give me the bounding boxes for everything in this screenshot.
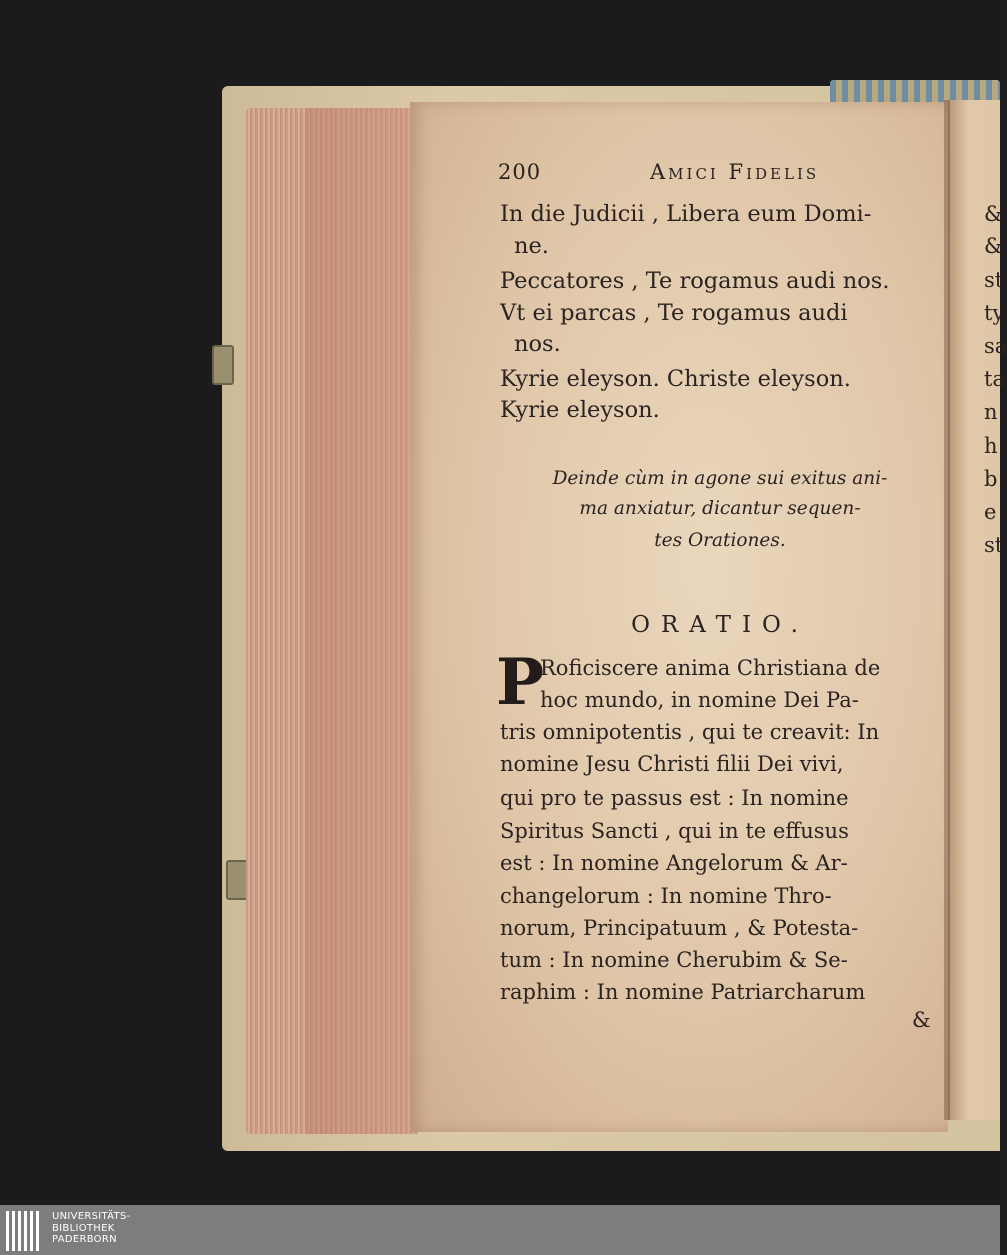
page-header bbox=[498, 160, 948, 194]
prayer-line: qui pro te passus est : In nomine bbox=[500, 786, 849, 810]
library-name bbox=[52, 1211, 131, 1246]
library-footer bbox=[0, 1205, 1000, 1255]
clasp-top bbox=[212, 345, 234, 385]
rubric-line: Deinde cùm in agone sui exitus ani- bbox=[552, 468, 888, 489]
prayer-line: Spiritus Sancti , qui in te effusus bbox=[500, 819, 849, 843]
running-head: Amici Fidelis bbox=[650, 160, 820, 184]
litany-line: Vt ei parcas , Te rogamus audi bbox=[500, 300, 848, 326]
facing-fragment: st bbox=[984, 268, 1004, 292]
facing-fragment: ta bbox=[984, 367, 1005, 391]
facing-fragment: ty bbox=[984, 301, 1005, 325]
facing-fragment: n bbox=[984, 400, 998, 424]
prayer-line: nomine Jesu Christi filii Dei vivi, bbox=[500, 752, 844, 776]
litany-line: Kyrie eleyson. bbox=[500, 397, 660, 423]
facing-fragment: e bbox=[984, 500, 997, 524]
facing-fragment: & bbox=[984, 234, 1003, 258]
page-edges bbox=[246, 108, 418, 1134]
library-name-line: PADERBORN bbox=[52, 1234, 117, 1245]
prayer-line: hoc mundo, in nomine Dei Pa- bbox=[540, 688, 859, 712]
rubric-line: tes Orationes. bbox=[654, 530, 786, 551]
facing-fragment: st bbox=[984, 533, 1004, 557]
facing-fragment: b bbox=[984, 467, 998, 491]
library-name-line: BIBLIOTHEK bbox=[52, 1222, 115, 1234]
library-logo-icon bbox=[6, 1209, 44, 1251]
facing-fragment: h bbox=[984, 434, 998, 458]
library-name-line: UNIVERSITÄTS- bbox=[52, 1211, 131, 1222]
facing-fragment: & bbox=[984, 202, 1003, 226]
litany-line: ne. bbox=[514, 233, 549, 259]
prayer-title: ORATIO. bbox=[631, 612, 809, 638]
litany-line: Kyrie eleyson. Christe eleyson. bbox=[500, 366, 851, 392]
rubric-line: ma anxiatur, dicantur sequen- bbox=[579, 498, 861, 519]
prayer-line: tris omnipotentis , qui te creavit: In bbox=[500, 720, 880, 744]
clasp-bottom bbox=[226, 860, 248, 900]
prayer-line: changelorum : In nomine Thro- bbox=[500, 884, 832, 908]
page-number: 200 bbox=[498, 160, 542, 184]
facing-fragment: sa bbox=[984, 334, 1007, 358]
prayer-line: est : In nomine Angelorum & Ar- bbox=[500, 851, 848, 875]
litany-line: In die Judicii , Libera eum Domi- bbox=[500, 201, 872, 227]
prayer-line: raphim : In nomine Patriarcharum bbox=[500, 980, 866, 1004]
prayer-line: norum, Principatuum , & Potesta- bbox=[500, 916, 859, 940]
litany-line: nos. bbox=[514, 331, 561, 357]
prayer-line: Roficiscere anima Christiana de bbox=[540, 656, 881, 680]
prayer-line: tum : In nomine Cherubim & Se- bbox=[500, 948, 848, 972]
litany-line: Peccatores , Te rogamus audi nos. bbox=[500, 268, 890, 294]
gutter bbox=[944, 100, 950, 1120]
drop-capital: P bbox=[496, 645, 545, 720]
catchword: & bbox=[912, 1008, 931, 1032]
